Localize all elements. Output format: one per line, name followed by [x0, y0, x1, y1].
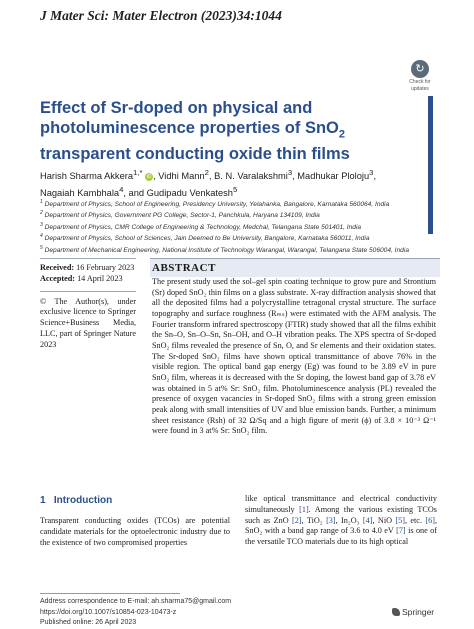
intro-right-column: like optical transmittance and electrical conductivity simultaneously [1]. Among the various existing TCOs such as ZnO [2], TiO₂ [3], In₂O₃ [4], NiO [5], etc. [6], SnO₂ with a band gap range of 3.6 to 4.0 eV [7] is one of the versatile TCO materials due to its high optical	[245, 494, 437, 547]
abstract-heading: ABSTRACT	[150, 258, 440, 277]
article-title: Effect of Sr-doped on physical and photoluminescence properties of SnO$_2$ transparent conducting oxide thin films	[40, 99, 350, 164]
citation-link[interactable]: [1]	[299, 504, 309, 514]
correspondence-email[interactable]: Address correspondence to E-mail: ah.sharma75@gmail.com	[40, 598, 232, 605]
published-date: Published online: 26 April 2023	[40, 619, 137, 626]
affiliation: $^1$ Department of Physics, School of Engineering, Presidency University, Yelahanka, Bangalore, Karnataka 560064, India	[40, 199, 390, 209]
orcid-icon[interactable]: iD	[146, 174, 152, 181]
author-list: Harish Sharma Akkera$^{1,*}$ iD , Vidhi Mann$^2$, B. N. Varalakshmi$^3$, Madhukar Ploloju$^3$, Nagaiah Kambhala$^4$, and Gudipadu Venkatesh$^5$	[40, 168, 377, 199]
author-name[interactable]: Madhukar Ploloju	[297, 171, 370, 182]
intro-left-column: Transparent conducting oxides (TCOs) are potential candidate materials for the optoelectronic industry due to the existence of two compromised properties	[40, 516, 230, 547]
springer-horse-icon	[392, 608, 400, 616]
title-subscript: 2	[338, 128, 346, 141]
affiliation: $^2$ Department of Physics, Government PG College, Sector-1, Panchkula, Haryana 134109, India	[40, 210, 320, 220]
affiliation: $^5$ Department of Mechanical Engineering, National Institute of Technology Warangal, Warangal, Telangana State 506004, India	[40, 244, 409, 255]
badge-line-2: updates	[411, 86, 429, 92]
accepted-date: 14 April 2023	[77, 273, 123, 283]
check-for-updates-badge[interactable]	[404, 60, 436, 92]
citation-link[interactable]: [3]	[326, 515, 336, 525]
citation-link[interactable]: [2]	[292, 515, 302, 525]
badge-line-1: Check for	[409, 79, 431, 85]
author-name[interactable]: Harish Sharma Akkera	[40, 171, 134, 182]
article-info-sidebar	[40, 258, 136, 351]
author-name[interactable]: Vidhi Mann	[158, 171, 205, 182]
doi-link[interactable]: https://doi.org/10.1007/s10854-023-10473-z	[40, 609, 177, 616]
affiliation: $^4$ Department of Physics, School of Sciences, Jain Deemed to Be University, Bangalore, Karnataka 560011, India	[40, 233, 370, 243]
citation-link[interactable]: [6]	[425, 515, 435, 525]
refresh-icon: ↻	[411, 60, 429, 78]
author-name[interactable]: Gudipadu Venkatesh	[146, 188, 233, 199]
received-date: 16 February 2023	[76, 263, 135, 272]
section-heading: 1 Introduction	[40, 495, 113, 506]
affiliation: $^3$ Department of Physics, CMR College of Engineering & Technology, Medchal, Telangana State 501401, India	[40, 221, 362, 232]
citation-link[interactable]: [7]	[396, 526, 406, 536]
article-dates: Received: 16 February 2023 Accepted: 14 April 2023	[40, 263, 135, 283]
author-name[interactable]: Nagaiah Kambhala	[40, 188, 120, 199]
author-name[interactable]: B. N. Varalakshmi	[214, 171, 288, 182]
journal-header: J Mater Sci: Mater Electron (2023)34:1044	[40, 8, 282, 23]
abstract-body: The present study used the sol–gel spin coating technique to grow pure and Strontium (Sr) doped SnO₂ thin films on a glass substrate. X-ray diffraction analysis showed that all the deposited films had a polycrystalline tetragonal crystal structure. The surface topography and surface roughness (Rₘₛ) were estimated with the AFM analysis. The Fourier transform infrared spectroscopy (FTIR) study showed that all the films exhibit the Sn–O, Sn–O–Sn, Sn–OH, and O–H vibration peaks. The XPS spectra of Sr-doped SnO₂ films revealed the presence of Sn, O, and Sr elements and their oxidation states. The Sr-doped SnO₂ films have shown optical transmittance of above 76% in the visible region. The optical band gap energy (Eg) was found to be 3.89 eV in pure SnO₂ film, whereas it is decreased with the Sr doping, the lowest band gap of 3.78 eV was obtained in 5 at% Sr: SnO₂ film. Photoluminescence analysis (PL) revealed the presence of oxygen vacancies in Sr-doped SnO₂ films with a strong green emission peak along with small intensities of UV and blue emission bands. Further, a minimum sheet resistance (Rsh) of 32 Ω/Sq and a high figure of merit (ϕ) of 3.8 × 10⁻³ Ω⁻¹ were found in 3 at% Sr: SnO₂ film.	[152, 277, 436, 436]
footnote-rule	[40, 593, 180, 594]
citation-link[interactable]: [5]	[395, 515, 405, 525]
affiliation-list	[40, 198, 440, 255]
license-notice: © The Author(s), under exclusive licence to Springer Science+Business Media, LLC, part of Springer Nature 2023	[40, 296, 136, 349]
citation-link[interactable]: [4]	[362, 515, 373, 525]
publisher-logo: Springer	[392, 607, 434, 617]
